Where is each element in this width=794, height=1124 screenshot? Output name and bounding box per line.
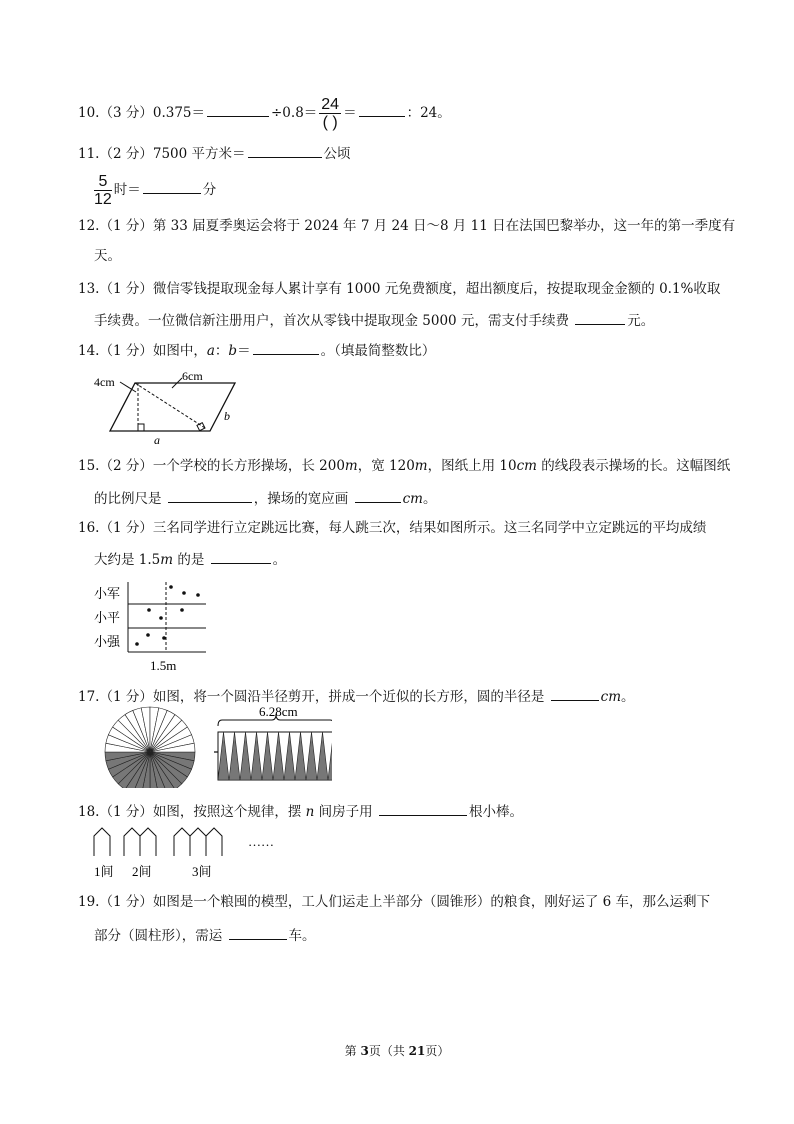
q16-text-a: 大约是 1.5 bbox=[94, 552, 161, 568]
q11-blank-2[interactable] bbox=[143, 179, 201, 194]
q13-text: 手续费。一位微信新注册用户，首次从零钱中提取现金 5000 元，需支付手续费 bbox=[94, 313, 569, 329]
data-point bbox=[196, 593, 200, 597]
q11-blank-1[interactable] bbox=[248, 143, 322, 158]
data-point bbox=[146, 633, 150, 637]
row-label-xiaoping: 小平 bbox=[94, 610, 121, 625]
q16-end: 。 bbox=[272, 552, 287, 568]
q11-label: 11.（2 分）7500 平方米＝ bbox=[78, 146, 246, 162]
circle-to-rectangle-figure bbox=[92, 704, 332, 788]
q16-text-b: 的是 bbox=[173, 552, 205, 568]
q12-line-1: 12.（1 分）第 33 届夏季奥运会将于 2024 年 7 月 24 日～8 月 11 日在法国巴黎举办，这一年的第一季度有 bbox=[78, 218, 736, 234]
page-footer bbox=[0, 1042, 794, 1059]
q13-line-1: 13.（1 分）微信零钱提取现金每人累计享有 1000 元免费额度，超出额度后，按提取现金金额的 0.1%收取 bbox=[78, 281, 721, 297]
question-11-part-2 bbox=[92, 173, 216, 208]
houses-figure bbox=[88, 824, 288, 882]
q19-text-a: 部分（圆柱形），需运 bbox=[94, 928, 223, 944]
data-point bbox=[180, 608, 184, 612]
q14-text: 14.（1 分）如图中， bbox=[78, 343, 207, 359]
q13-blank[interactable] bbox=[575, 310, 625, 325]
label-6cm: 6cm bbox=[182, 369, 203, 383]
row-label-xiaojun: 小军 bbox=[94, 586, 121, 601]
axis-label-1-5m: 1.5m bbox=[150, 658, 177, 673]
q14-var-a: a bbox=[206, 343, 215, 359]
q15-blank-2[interactable] bbox=[355, 488, 401, 503]
page-number: 3 bbox=[360, 1044, 369, 1058]
q18-text-b: 间房子用 bbox=[314, 804, 373, 820]
parallelogram-shape bbox=[110, 383, 235, 431]
house-1 bbox=[94, 828, 110, 856]
footer-suffix: 页） bbox=[425, 1044, 450, 1058]
q11-hour: 时＝ bbox=[113, 182, 141, 198]
q15-line-2 bbox=[94, 488, 436, 509]
long-jump-chart bbox=[90, 578, 220, 674]
question-10 bbox=[78, 96, 451, 131]
house-3 bbox=[174, 828, 222, 856]
q16-line-1: 16.（1 分）三名同学进行立定跳远比赛，每人跳三次，结果如图所示。这三名同学中立定跳远的平均成绩 bbox=[78, 520, 707, 536]
q17-text: 17.（1 分）如图，将一个圆沿半径剪开，拼成一个近似的长方形，圆的半径是 bbox=[78, 689, 545, 705]
row-label-xiaoqiang: 小强 bbox=[94, 634, 121, 649]
q18-var-n: n bbox=[305, 804, 315, 820]
q12-line-2: 天。 bbox=[94, 248, 121, 264]
q19-line-2 bbox=[94, 925, 316, 946]
q17-end: 。 bbox=[621, 689, 635, 705]
q15-width-label: ，操场的宽应画 bbox=[253, 491, 349, 507]
label-3-rooms: 3间 bbox=[192, 864, 212, 879]
q15-unit-m1: m bbox=[344, 458, 358, 474]
q18-blank[interactable] bbox=[379, 801, 467, 816]
q14-eq: ＝ bbox=[237, 343, 251, 359]
house-3-dividers bbox=[190, 836, 206, 856]
q15-text-a: 15.（2 分）一个学校的长方形操场，长 200 bbox=[78, 458, 345, 474]
data-point bbox=[147, 608, 151, 612]
data-point bbox=[135, 642, 139, 646]
label-6-28cm: 6.28cm bbox=[259, 704, 298, 719]
q11-denominator: 12 bbox=[94, 191, 112, 208]
q11-unit: 公顷 bbox=[323, 146, 351, 162]
approx-rectangle bbox=[218, 732, 332, 780]
sliced-circle bbox=[105, 707, 195, 788]
question-18 bbox=[78, 801, 523, 822]
ellipsis: …… bbox=[248, 834, 274, 849]
q15-unit-m2: m bbox=[414, 458, 428, 474]
q10-fraction bbox=[319, 96, 341, 131]
q10-eq: ＝ bbox=[343, 105, 357, 121]
q15-text-b: ，宽 120 bbox=[357, 458, 415, 474]
label-1-room: 1间 bbox=[94, 864, 114, 879]
data-point bbox=[159, 616, 163, 620]
question-14 bbox=[78, 340, 435, 361]
q14-colon: ： bbox=[214, 343, 229, 359]
q15-text-c: ，图纸上用 10 bbox=[427, 458, 517, 474]
q11-fraction bbox=[94, 173, 112, 208]
q15-unit-cm2: cm bbox=[402, 491, 423, 507]
q18-text-a: 18.（1 分）如图，按照这个规律，摆 bbox=[78, 804, 306, 820]
q16-line-2 bbox=[94, 549, 286, 570]
q15-line-1 bbox=[78, 456, 730, 476]
q10-blank-1[interactable] bbox=[207, 102, 269, 117]
q10-numerator: 24 bbox=[321, 96, 340, 113]
data-point bbox=[169, 585, 173, 589]
label-a: a bbox=[154, 433, 160, 447]
right-angle-mark-1 bbox=[138, 424, 144, 431]
label-2-rooms: 2间 bbox=[132, 864, 152, 879]
q10-blank-2[interactable] bbox=[359, 102, 405, 117]
q15-text-d: 的线段表示操场的长。这幅图纸 bbox=[536, 458, 731, 474]
q16-blank[interactable] bbox=[211, 549, 271, 564]
q13-unit: 元。 bbox=[627, 313, 655, 329]
q14-var-b: b bbox=[228, 343, 238, 359]
q15-unit-cm1: cm bbox=[516, 458, 537, 474]
q10-colon: ：24。 bbox=[406, 105, 451, 121]
question-11 bbox=[78, 143, 351, 164]
q10-denominator: ( ) bbox=[322, 114, 338, 131]
label-b: b bbox=[224, 409, 230, 423]
page-total: 21 bbox=[408, 1044, 426, 1058]
q16-unit-m: m bbox=[160, 552, 174, 568]
q10-mid: ÷0.8＝ bbox=[271, 105, 318, 121]
q19-line-1: 19.（1 分）如图是一个粮囤的模型，工人们运走上半部分（圆锥形）的粮食，刚好运了 6 车，那么运剩下 bbox=[78, 894, 711, 910]
q10-label: 10.（3 分）0.375＝ bbox=[78, 105, 205, 121]
q15-scale-label: 的比例尺是 bbox=[94, 491, 162, 507]
q19-blank[interactable] bbox=[229, 925, 287, 940]
q14-blank[interactable] bbox=[253, 340, 319, 355]
q18-text-c: 根小棒。 bbox=[468, 804, 523, 820]
q17-unit-cm: cm bbox=[600, 689, 622, 705]
q13-line-2 bbox=[94, 310, 654, 331]
data-point bbox=[162, 636, 166, 640]
q11-numerator: 5 bbox=[94, 173, 112, 191]
q14-hint: 。（填最简整数比） bbox=[320, 343, 436, 359]
height-b-line bbox=[135, 383, 205, 428]
q19-text-b: 车。 bbox=[288, 928, 316, 944]
q15-end: 。 bbox=[422, 491, 437, 507]
label-4cm: 4cm bbox=[94, 375, 115, 389]
q15-blank-1[interactable] bbox=[168, 488, 252, 503]
parallelogram-figure bbox=[90, 368, 250, 448]
q11-min: 分 bbox=[202, 182, 217, 198]
data-point bbox=[182, 591, 186, 595]
q17-blank[interactable] bbox=[551, 686, 599, 701]
footer-mid: 页（共 bbox=[368, 1044, 409, 1058]
footer-prefix: 第 bbox=[344, 1044, 361, 1058]
